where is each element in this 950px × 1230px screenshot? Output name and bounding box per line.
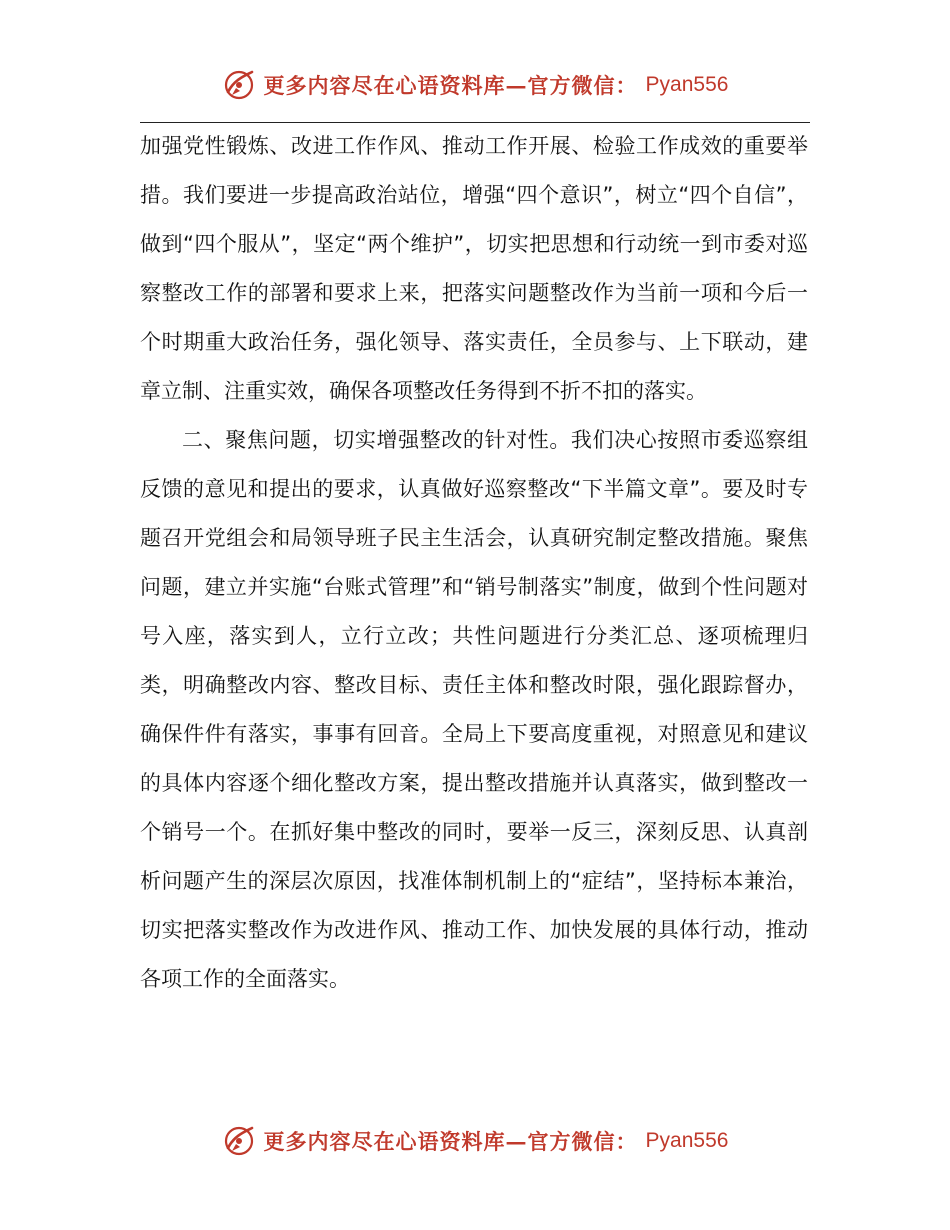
pen-swirl-logo-icon <box>222 1124 256 1158</box>
document-body <box>140 122 808 1004</box>
page-footer <box>0 1124 950 1158</box>
paragraph-section-two: 二、聚焦问题，切实增强整改的针对性。我们决心按照市委巡察组反馈的意见和提出的要求，认真做好巡察整改“下半篇文章”。要及时专题召开党组会和局领导班子民主生活会，认真研究制定整改措施。聚焦问题，建立并实施“台账式管理”和“销号制落实”制度，做到个性问题对号入座，落实到人，立行立改；共性问题进行分类汇总、逐项梳理归类，明确整改内容、整改目标、责任主体和整改时限，强化跟踪督办，确保件件有落实，事事有回音。全局上下要高度重视，对照意见和建议的具体内容逐个细化整改方案，提出整改措施并认真落实，做到整改一个销号一个。在抓好集中整改的同时，要举一反三，深刻反思、认真剖析问题产生的深层次原因，找准体制机制上的“症结”，坚持标本兼治，切实把落实整改作为改进作风、推动工作、加快发展的具体行动，推动各项工作的全面落实。 <box>140 428 808 991</box>
footer-wechat-id: Pyan556 <box>645 1129 729 1152</box>
pen-swirl-logo-icon <box>222 68 256 102</box>
header-wechat-id: Pyan556 <box>645 73 729 96</box>
paragraph-continuation: 加强党性锻炼、改进工作作风、推动工作开展、检验工作成效的重要举措。我们要进一步提高政治站位，增强“四个意识”，树立“四个自信”，做到“四个服从”，坚定“两个维护”，切实把思想和行动统一到市委对巡察整改工作的部署和要求上来，把落实问题整改作为当前一项和今后一个时期重大政治任务，强化领导、落实责任，全员参与、上下联动，建章立制、注重实效，确保各项整改任务得到不折不扣的落实。 <box>140 134 808 403</box>
header-brand-text: 更多内容尽在心语资料库—官方微信： <box>263 73 638 98</box>
footer-brand-text: 更多内容尽在心语资料库—官方微信： <box>263 1129 638 1154</box>
page-header <box>0 68 950 102</box>
